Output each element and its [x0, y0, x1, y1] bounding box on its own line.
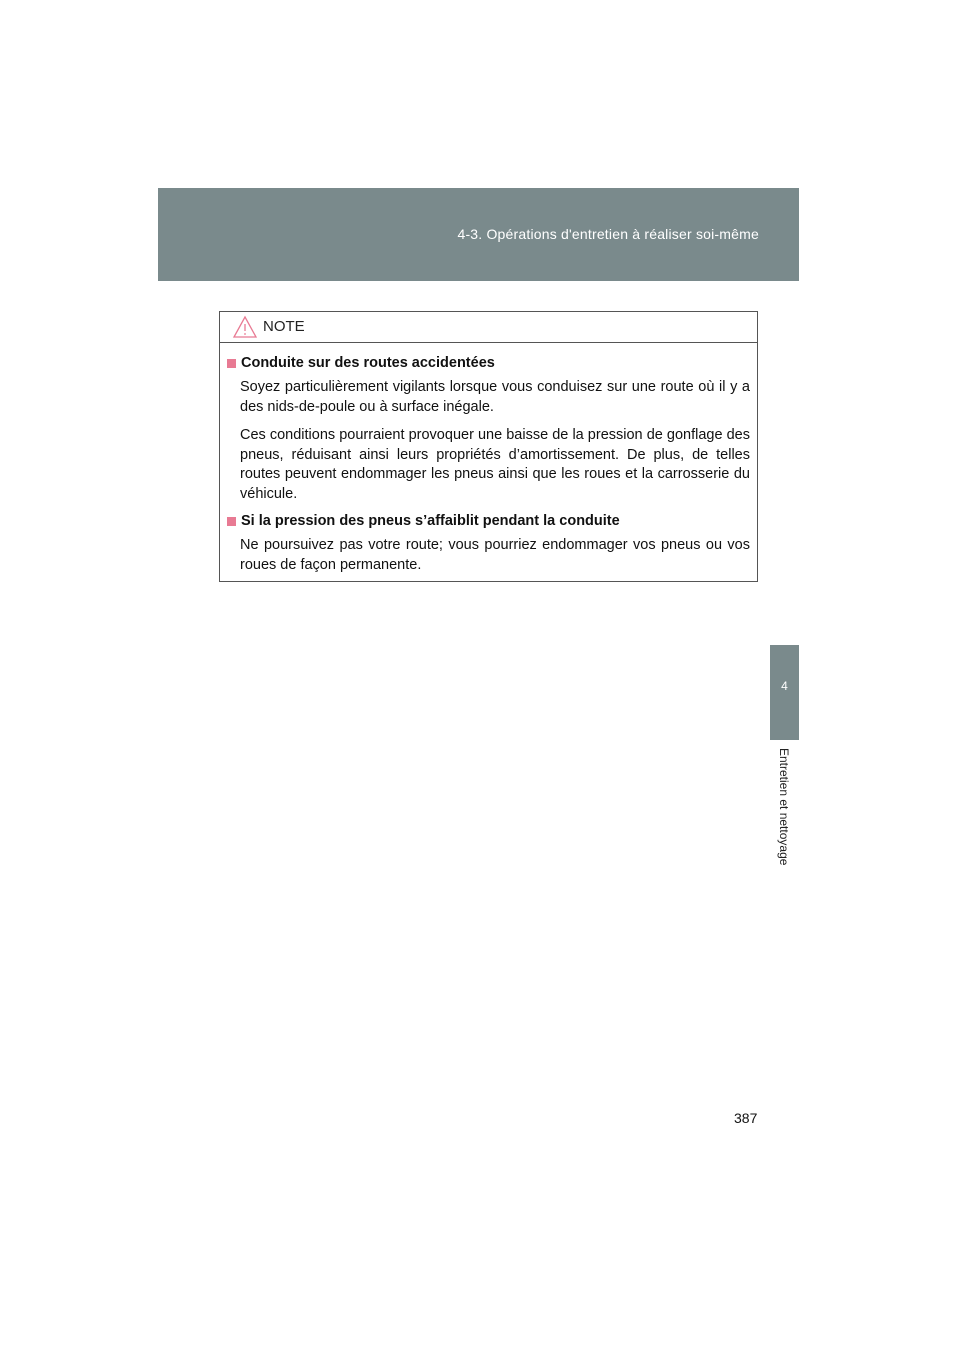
chapter-label-text: Entretien et nettoyage [777, 748, 791, 866]
note-header [220, 312, 757, 343]
paragraph: Ne poursuivez pas votre route; vous pourriez endommager vos pneus ou vos roues de façon permanente. [240, 537, 750, 573]
section-heading [227, 513, 750, 529]
chapter-label [770, 748, 799, 868]
paragraph: Soyez particulièrement vigilants lorsque vous conduisez sur une route où il y a des nids-de-poule ou à surface inégale. [240, 379, 750, 415]
note-box [219, 311, 758, 582]
chapter-tab [770, 645, 799, 740]
square-bullet-icon [227, 517, 236, 526]
square-bullet-icon [227, 359, 236, 368]
section-heading-text: Conduite sur des routes accidentées [241, 355, 495, 371]
chapter-number: 4 [781, 679, 788, 693]
paragraph: Ces conditions pourraient provoquer une baisse de la pression de gonflage des pneus, réduisant ainsi leurs propriétés d’amortissement. De plus, de telles routes peuvent endommager les pneus ainsi que les roues et la carrosserie du véhicule. [240, 427, 750, 502]
note-body [220, 343, 757, 575]
header-band [158, 188, 799, 281]
section-heading-text: Si la pression des pneus s’affaiblit pendant la conduite [241, 513, 620, 529]
warning-triangle-icon [232, 315, 258, 339]
section-heading [227, 355, 750, 371]
page-number: 387 [734, 1110, 758, 1126]
section-title: 4-3. Opérations d'entretien à réaliser soi-même [457, 226, 759, 242]
note-title: NOTE [263, 318, 305, 335]
